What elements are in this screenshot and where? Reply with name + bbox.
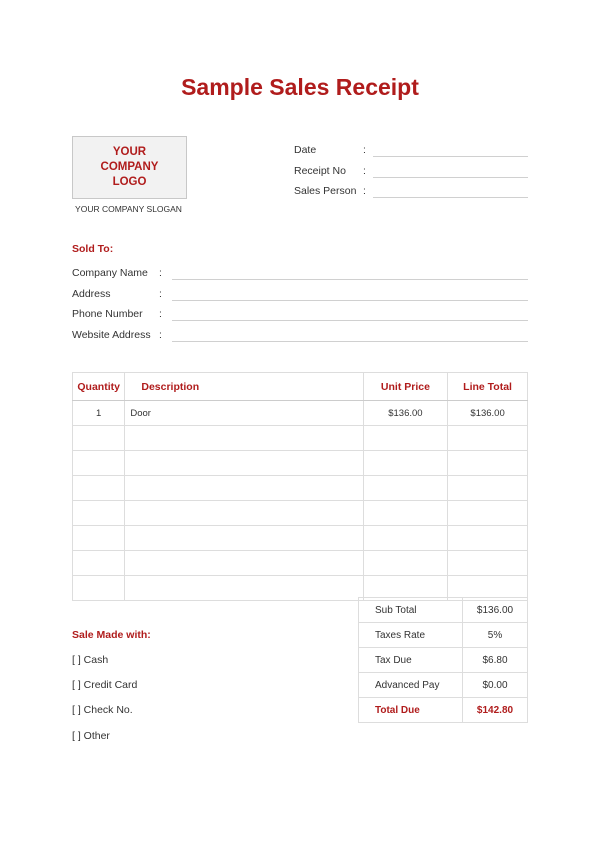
receipt-no-colon: : — [363, 165, 366, 177]
description-cell[interactable] — [125, 501, 363, 526]
tax-due-label: Tax Due — [359, 648, 463, 673]
date-label: Date — [294, 144, 317, 156]
quantity-cell[interactable]: 1 — [73, 401, 125, 426]
description-header: Description — [125, 373, 363, 401]
address-field[interactable] — [172, 300, 528, 301]
company-logo-placeholder — [72, 136, 187, 199]
description-cell[interactable] — [125, 551, 363, 576]
advanced-pay-row — [359, 673, 528, 698]
website-address-label: Website Address — [72, 329, 151, 341]
phone-number-label: Phone Number — [72, 308, 143, 320]
description-cell[interactable] — [125, 576, 363, 601]
receipt-no-field[interactable] — [373, 177, 528, 178]
receipt-no-label: Receipt No — [294, 165, 346, 177]
subtotal-label: Sub Total — [359, 598, 463, 623]
tax-due-row — [359, 648, 528, 673]
phone-number-colon: : — [159, 308, 162, 320]
quantity-header: Quantity — [73, 373, 125, 401]
tax-rate-row — [359, 623, 528, 648]
logo-text: YOUR COMPANY LOGO — [100, 146, 159, 188]
line-total-cell[interactable] — [448, 426, 528, 451]
sale-made-with-heading: Sale Made with: — [72, 629, 151, 641]
line-total-cell[interactable] — [448, 451, 528, 476]
table-row — [73, 501, 528, 526]
company-name-colon: : — [159, 267, 162, 279]
subtotal-value[interactable]: $136.00 — [463, 598, 528, 623]
description-cell[interactable] — [125, 526, 363, 551]
website-address-colon: : — [159, 329, 162, 341]
sold-to-heading: Sold To: — [72, 243, 114, 255]
items-header-row — [73, 373, 528, 401]
table-row — [73, 401, 528, 426]
quantity-cell[interactable] — [73, 576, 125, 601]
company-name-field[interactable] — [172, 279, 528, 280]
total-due-label: Total Due — [359, 698, 463, 723]
unit-price-cell[interactable]: $136.00 — [363, 401, 447, 426]
line-total-cell[interactable] — [448, 551, 528, 576]
sales-person-field[interactable] — [373, 197, 528, 198]
unit-price-header: Unit Price — [363, 373, 447, 401]
tax-due-value[interactable]: $6.80 — [463, 648, 528, 673]
tax-rate-value[interactable]: 5% — [463, 623, 528, 648]
website-address-field[interactable] — [172, 341, 528, 342]
unit-price-cell[interactable] — [363, 501, 447, 526]
address-label: Address — [72, 288, 111, 300]
date-colon: : — [363, 144, 366, 156]
quantity-cell[interactable] — [73, 476, 125, 501]
total-due-value[interactable]: $142.80 — [463, 698, 528, 723]
table-row — [73, 476, 528, 501]
line-total-cell[interactable] — [448, 501, 528, 526]
address-colon: : — [159, 288, 162, 300]
table-row — [73, 526, 528, 551]
advanced-pay-label: Advanced Pay — [359, 673, 463, 698]
subtotal-row — [359, 598, 528, 623]
advanced-pay-value[interactable]: $0.00 — [463, 673, 528, 698]
unit-price-cell[interactable] — [363, 451, 447, 476]
receipt-title: Sample Sales Receipt — [181, 74, 419, 100]
unit-price-cell[interactable] — [363, 476, 447, 501]
company-name-label: Company Name — [72, 267, 148, 279]
description-cell[interactable] — [125, 451, 363, 476]
items-table — [72, 372, 528, 601]
unit-price-cell[interactable] — [363, 426, 447, 451]
line-total-cell[interactable] — [448, 526, 528, 551]
quantity-cell[interactable] — [73, 551, 125, 576]
line-total-cell[interactable] — [448, 476, 528, 501]
payment-option-cash[interactable]: [ ] Cash — [72, 654, 109, 666]
quantity-cell[interactable] — [73, 526, 125, 551]
sales-person-label: Sales Person — [294, 185, 357, 197]
totals-table — [358, 597, 528, 723]
sales-person-colon: : — [363, 185, 366, 197]
description-cell[interactable] — [125, 476, 363, 501]
line-total-cell[interactable]: $136.00 — [448, 401, 528, 426]
phone-number-field[interactable] — [172, 320, 528, 321]
payment-option-credit-card[interactable]: [ ] Credit Card — [72, 679, 138, 691]
table-row — [73, 426, 528, 451]
description-cell[interactable] — [125, 426, 363, 451]
unit-price-cell[interactable] — [363, 551, 447, 576]
quantity-cell[interactable] — [73, 501, 125, 526]
total-due-row — [359, 698, 528, 723]
unit-price-cell[interactable] — [363, 526, 447, 551]
description-cell[interactable]: Door — [125, 401, 363, 426]
table-row — [73, 551, 528, 576]
tax-rate-label: Taxes Rate — [359, 623, 463, 648]
line-total-header: Line Total — [448, 373, 528, 401]
payment-option-other[interactable]: [ ] Other — [72, 730, 110, 742]
date-field[interactable] — [373, 156, 528, 157]
payment-option-check[interactable]: [ ] Check No. — [72, 704, 133, 716]
quantity-cell[interactable] — [73, 451, 125, 476]
quantity-cell[interactable] — [73, 426, 125, 451]
company-slogan: YOUR COMPANY SLOGAN — [75, 204, 182, 214]
table-row — [73, 451, 528, 476]
